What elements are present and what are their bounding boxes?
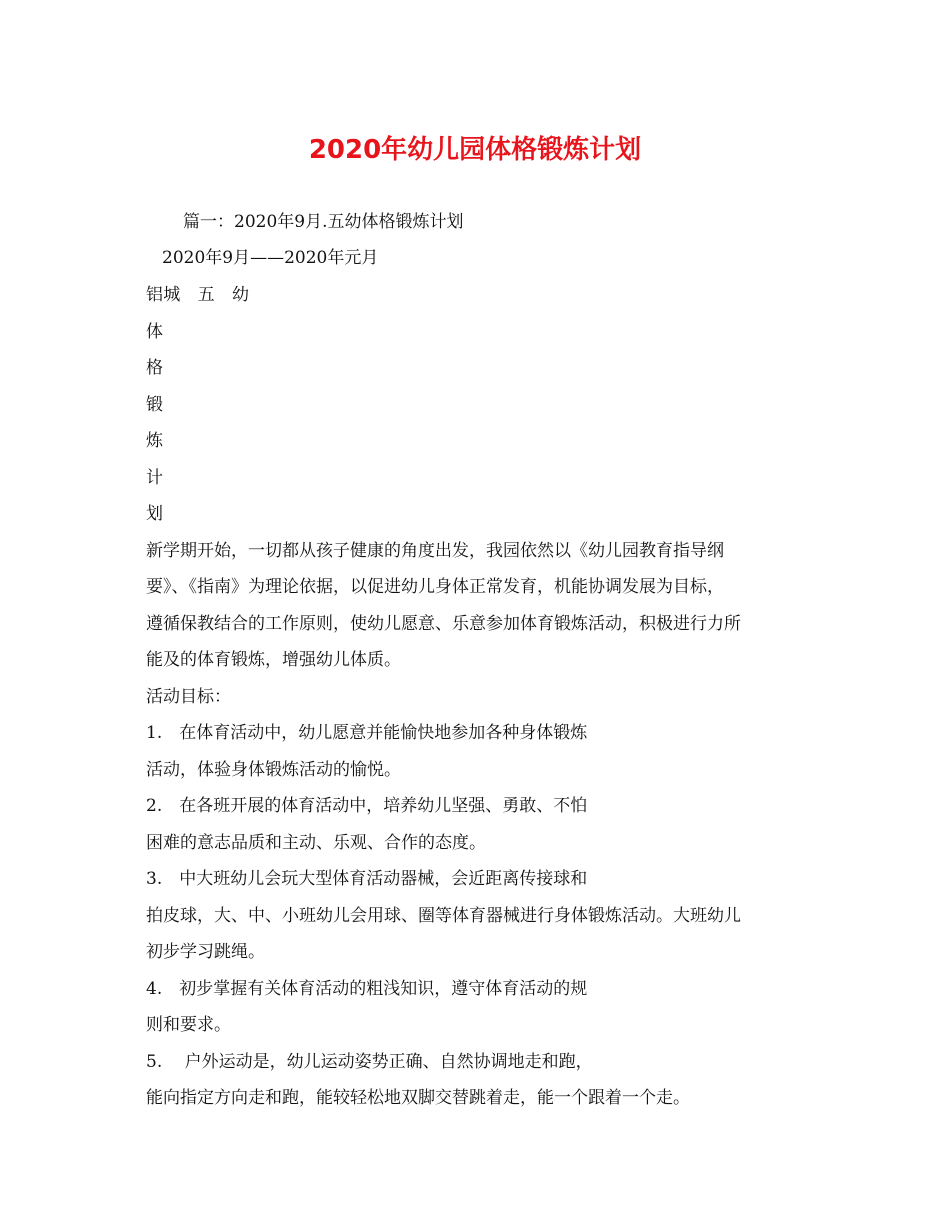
vertical-char: 炼 xyxy=(146,431,163,451)
intro-line: 能及的体育锻炼，增强幼儿体质。 xyxy=(146,650,401,670)
goal-line: 2. 在各班开展的体育活动中，培养幼儿坚强、勇敢、不怕 xyxy=(146,796,588,816)
intro-line: 遵循保教结合的工作原则，使幼儿愿意、乐意参加体育锻炼活动，积极进行力所 xyxy=(146,614,741,634)
goal-line: 活动，体验身体锻炼活动的愉悦。 xyxy=(146,760,401,780)
vertical-char: 体 xyxy=(146,322,163,342)
goal-line: 3. 中大班幼儿会玩大型体育活动器械，会近距离传接球和 xyxy=(146,869,588,889)
goal-line: 困难的意志品质和主动、乐观、合作的态度。 xyxy=(146,833,486,853)
goal-line: 则和要求。 xyxy=(146,1015,231,1035)
goal-line: 能向指定方向走和跑，能较轻松地双脚交替跳着走，能一个跟着一个走。 xyxy=(146,1088,690,1108)
goal-line: 4. 初步掌握有关体育活动的粗浅知识，遵守体育活动的规 xyxy=(146,979,588,999)
document-title: 2020年幼儿园体格锻炼计划 xyxy=(308,135,642,165)
intro-line: 新学期开始，一切都从孩子健康的角度出发，我园依然以《幼儿园教育指导纲 xyxy=(146,541,724,561)
goal-line: 拍皮球，大、中、小班幼儿会用球、圈等体育器械进行身体锻炼活动。大班幼儿 xyxy=(146,906,741,926)
vertical-char: 划 xyxy=(146,504,163,524)
intro-line: 要》、《指南》为理论依据，以促进幼儿身体正常发育，机能协调发展为目标， xyxy=(146,577,724,597)
goal-line: 初步学习跳绳。 xyxy=(146,942,265,962)
organization-line: 铝城 五 幼 xyxy=(146,285,250,305)
date-range-line: 2020年9月——2020年元月 xyxy=(162,248,379,268)
goals-heading: 活动目标： xyxy=(146,687,231,707)
goal-line: 1. 在体育活动中，幼儿愿意并能愉快地参加各种身体锻炼 xyxy=(146,723,588,743)
vertical-char: 格 xyxy=(146,358,163,378)
goal-line: 5. 户外运动是，幼儿运动姿势正确、自然协调地走和跑， xyxy=(146,1052,593,1072)
vertical-char: 计 xyxy=(146,468,163,488)
vertical-char: 锻 xyxy=(146,395,163,415)
subtitle-line: 篇一：2020年9月.五幼体格锻炼计划 xyxy=(183,212,464,232)
